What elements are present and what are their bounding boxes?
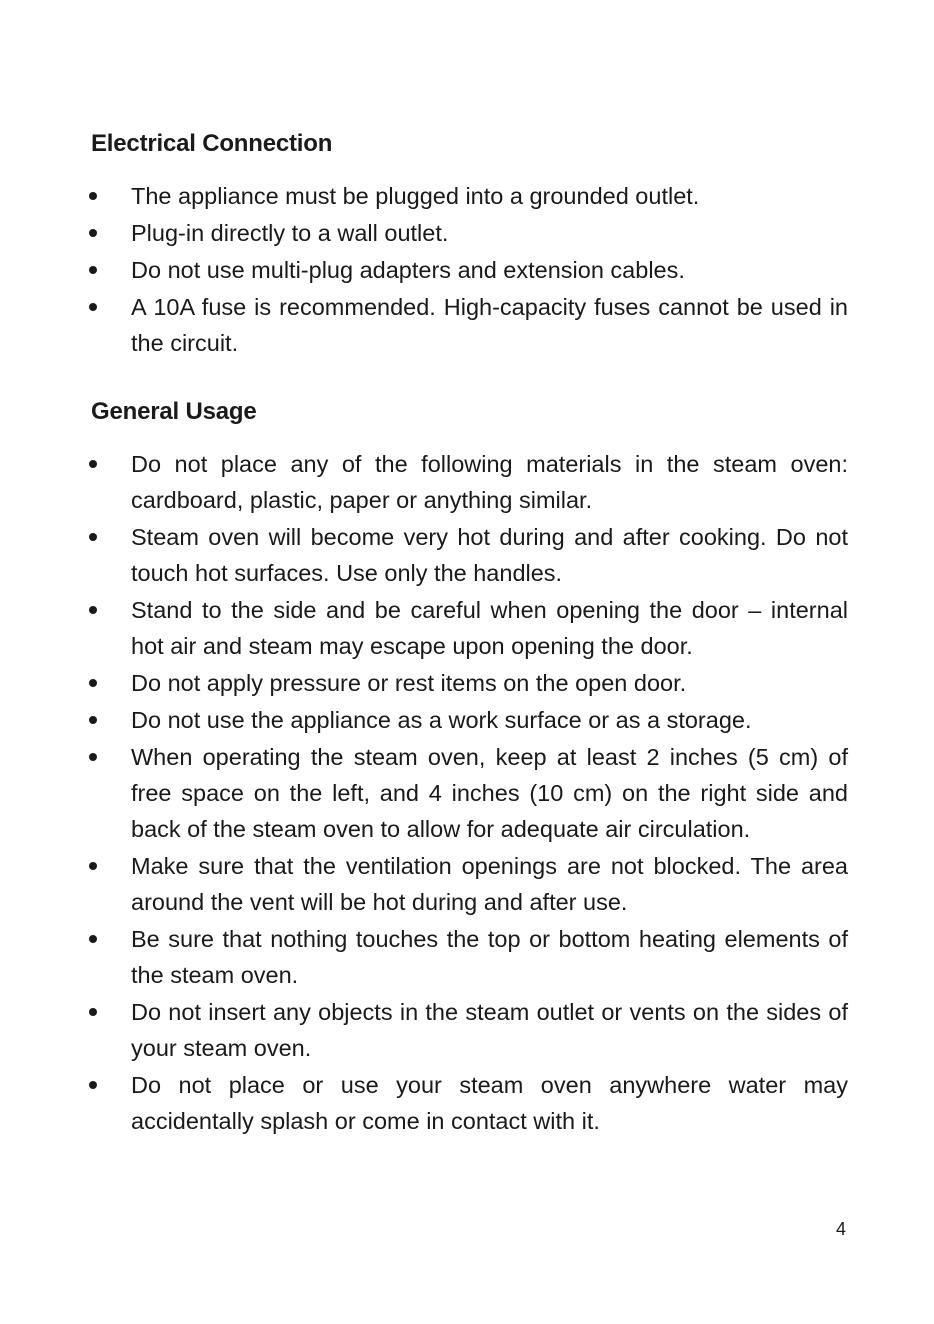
bullet-icon <box>89 533 97 541</box>
bullet-icon <box>89 266 97 274</box>
list-item-text: Do not place or use your steam oven anywhere water may accidentally splash or come in contact with it. <box>131 1072 848 1134</box>
bullet-icon <box>89 753 97 761</box>
list-item <box>0 519 848 591</box>
list-item <box>0 215 848 251</box>
list-item-text: Make sure that the ventilation openings are not blocked. The area around the vent will be hot during and after use. <box>131 853 848 915</box>
bullet-icon <box>89 229 97 237</box>
section-heading-electrical-connection: Electrical Connection <box>91 130 333 157</box>
list-item-text: Do not insert any objects in the steam outlet or vents on the sides of your steam oven. <box>131 999 848 1061</box>
bullet-icon <box>89 935 97 943</box>
list-item-text: When operating the steam oven, keep at least 2 inches (5 cm) of free space on the left, and 4 inches (10 cm) on the right side and back of the steam oven to allow for adequate air circulation. <box>131 744 848 842</box>
bullet-icon <box>89 1081 97 1089</box>
section-heading-general-usage: General Usage <box>91 398 257 425</box>
list-item-text: Steam oven will become very hot during and after cooking. Do not touch hot surfaces. Use only the handles. <box>131 524 848 586</box>
list-item-text: Do not use the appliance as a work surface or as a storage. <box>131 707 752 733</box>
page-number: 4 <box>836 1219 847 1239</box>
list-item <box>0 252 848 288</box>
list-item-text: Stand to the side and be careful when opening the door – internal hot air and steam may escape upon opening the door. <box>131 597 848 659</box>
list-item-text: Do not place any of the following materials in the steam oven: cardboard, plastic, paper or anything similar. <box>131 451 848 513</box>
list-item <box>0 848 848 920</box>
list-item <box>0 178 848 214</box>
list-item <box>0 1067 848 1139</box>
list-item-text: Plug-in directly to a wall outlet. <box>131 220 449 246</box>
list-item-text: The appliance must be plugged into a grounded outlet. <box>131 183 700 209</box>
electrical-connection-list <box>0 178 934 362</box>
bullet-icon <box>89 303 97 311</box>
bullet-icon <box>89 606 97 614</box>
bullet-icon <box>89 1008 97 1016</box>
list-item <box>0 289 848 361</box>
bullet-icon <box>89 460 97 468</box>
list-item <box>0 592 848 664</box>
bullet-icon <box>89 679 97 687</box>
list-item-text: Do not use multi-plug adapters and extension cables. <box>131 257 685 283</box>
list-item <box>0 702 848 738</box>
bullet-icon <box>89 862 97 870</box>
list-item-text: A 10A fuse is recommended. High-capacity fuses cannot be used in the circuit. <box>131 294 848 356</box>
list-item <box>0 446 848 518</box>
list-item <box>0 739 848 847</box>
list-item <box>0 921 848 993</box>
list-item-text: Be sure that nothing touches the top or bottom heating elements of the steam oven. <box>131 926 848 988</box>
list-item-text: Do not apply pressure or rest items on the open door. <box>131 670 687 696</box>
bullet-icon <box>89 192 97 200</box>
general-usage-list <box>0 446 934 1140</box>
bullet-icon <box>89 716 97 724</box>
list-item <box>0 665 848 701</box>
list-item <box>0 994 848 1066</box>
